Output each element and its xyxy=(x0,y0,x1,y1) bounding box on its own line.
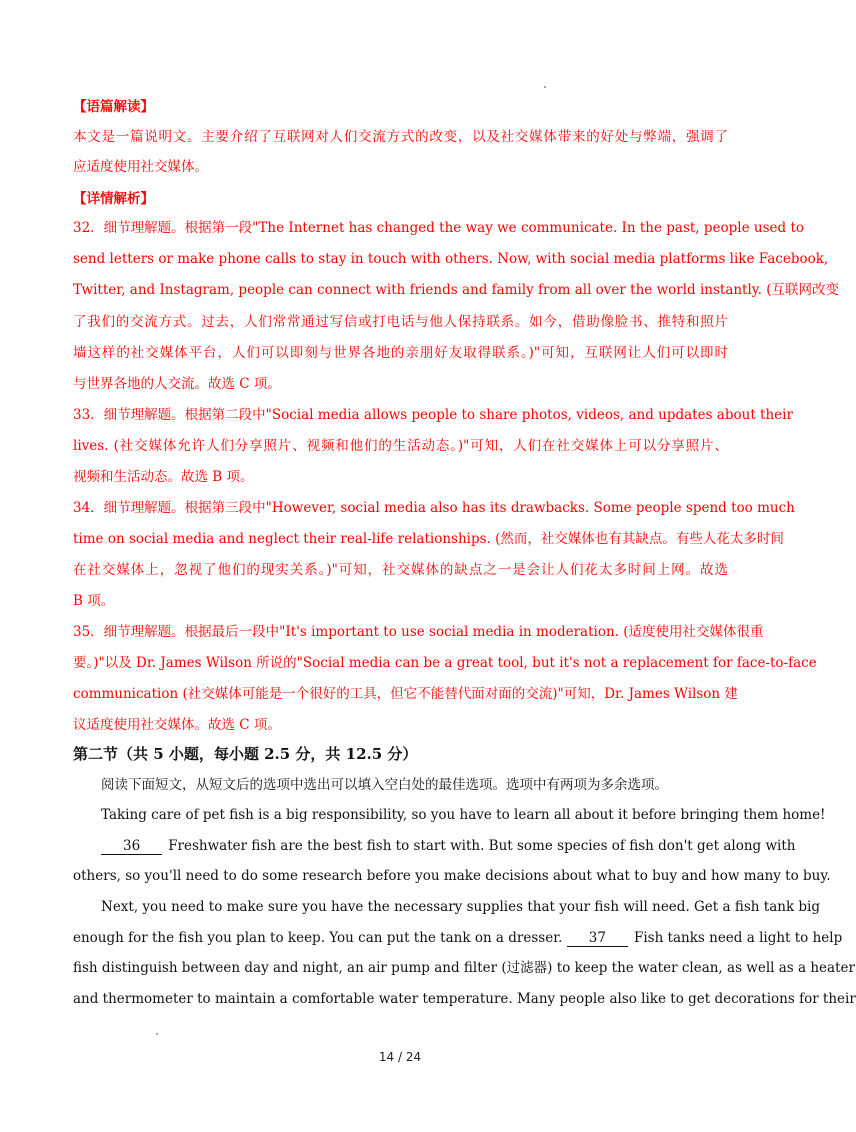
q33-line: 视频和生活动态。故选 B 项。 xyxy=(73,469,254,485)
q32-line: 墙这样的社交媒体平台，人们可以即刻与世界各地的亲朋好友取得联系。)"可知，互联网让人们可以即时 xyxy=(73,345,728,361)
page-number: 14 / 24 xyxy=(378,1050,422,1064)
passage-text: enough for the fish you plan to keep. You can put the tank on a dresser. xyxy=(73,930,563,946)
q34-line: B 项。 xyxy=(73,593,115,609)
q35-line: 要。)"以及 Dr. James Wilson 所说的"Social media can be a great tool, but it's not a replacement for face-to-face xyxy=(73,655,817,671)
q32-line: 了我们的交流方式。过去，人们常常通过写信或打电话与他人保持联系。如今，借助像脸书、推特和照片 xyxy=(73,314,728,330)
q33-line: 33．细节理解题。根据第二段中"Social media allows people to share photos, videos, and updates about their xyxy=(73,407,793,423)
q34-line: 34．细节理解题。根据第三段中"However, social media also has its drawbacks. Some people spend too much xyxy=(73,500,795,516)
q32-line: 与世界各地的人交流。故选 C 项。 xyxy=(73,376,281,392)
q35-line: 议适度使用社交媒体。故选 C 项。 xyxy=(73,717,281,733)
passage-paragraph-3-line: Next, you need to make sure you have the necessary supplies that your fish will need. Get a fish tank big xyxy=(101,899,821,915)
passage-text: Freshwater fish are the best fish to start with. But some species of fish don't get along with xyxy=(168,838,796,854)
blank-36: 36 xyxy=(101,838,162,855)
q32-line: send letters or make phone calls to stay in touch with others. Now, with social media platforms like Facebook, xyxy=(73,251,829,267)
q34-line: 在社交媒体上，忽视了他们的现实关系。)"可知，社交媒体的缺点之一是会让人们花太多时间上网。故选 xyxy=(73,562,728,578)
passage-paragraph-3-line: fish distinguish between day and night, an air pump and filter (过滤器) to keep the water clean, as well as a heater xyxy=(73,960,855,976)
q32-line: 32．细节理解题。根据第一段"The Internet has changed the way we communicate. In the past, people used to xyxy=(73,220,804,236)
passage-paragraph-3-line: and thermometer to maintain a comfortable water temperature. Many people also like to get decorations for their xyxy=(73,991,856,1007)
q34-line: time on social media and neglect their real-life relationships. (然而，社交媒体也有其缺点。有些人花太多时间 xyxy=(73,531,784,547)
instruction-text: 阅读下面短文，从短文后的选项中选出可以填入空白处的最佳选项。选项中有两项为多余选项。 xyxy=(101,777,668,793)
q32-line: Twitter, and Instagram, people can connect with friends and family from all over the world instantly. (互联网改变 xyxy=(73,282,839,298)
summary-line: 应适度使用社交媒体。 xyxy=(73,159,208,175)
q35-line: 35．细节理解题。根据最后一段中"It's important to use social media in moderation. (适度使用社交媒体很重 xyxy=(73,624,764,640)
passage-text: Fish tanks need a light to help xyxy=(633,930,843,946)
passage-paragraph-1: Taking care of pet fish is a big responsibility, so you have to learn all about it before bringing them home! xyxy=(101,807,826,823)
section-title: 第二节（共 5 小题，每小题 2.5 分，共 12.5 分） xyxy=(73,745,418,763)
passage-paragraph-3-line xyxy=(73,928,843,948)
blank-37: 37 xyxy=(567,930,628,947)
q35-line: communication (社交媒体可能是一个很好的工具，但它不能替代面对面的交流)"可知，Dr. James Wilson 建 xyxy=(73,686,738,702)
passage-paragraph-2-line: others, so you'll need to do some research before you make decisions about what to buy and how many to buy. xyxy=(73,868,831,884)
scan-dot xyxy=(156,1033,158,1035)
detail-heading: 【详情解析】 xyxy=(73,191,154,207)
summary-heading: 【语篇解读】 xyxy=(73,99,154,115)
summary-line: 本文是一篇说明文。主要介绍了互联网对人们交流方式的改变，以及社交媒体带来的好处与弊端，强调了 xyxy=(73,129,728,145)
scan-dot xyxy=(544,86,546,88)
passage-paragraph-2-line xyxy=(101,836,796,856)
q33-line: lives. (社交媒体允许人们分享照片、视频和他们的生活动态。)"可知，人们在社交媒体上可以分享照片、 xyxy=(73,438,728,454)
